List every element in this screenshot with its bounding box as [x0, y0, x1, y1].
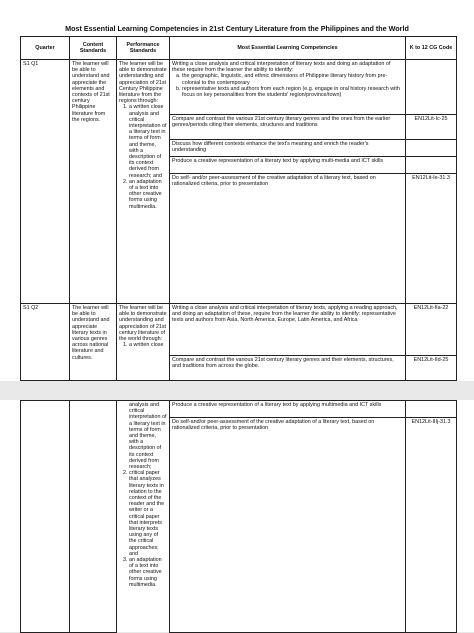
melc-cell: Produce a creative representation of a literary text by applying multimedia and ICT skills [170, 401, 406, 418]
melc-cell: Discuss how different contexts enhance the text's meaning and enrich the reader's understanding [170, 140, 406, 157]
performance-intro: The learner will be able to demonstrate understanding and appreciation of 21st century literature of the world through: [119, 305, 167, 343]
performance-continued: analysis and critical interpretation of a literary text in terms of form and theme, with a description of its context derived from research; [129, 402, 167, 471]
performance-standard-cell [117, 60, 170, 304]
document-page-2 [0, 400, 474, 632]
table-header-row [21, 37, 457, 60]
performance-standard-cell [117, 304, 170, 381]
header-melc: Most Essential Learning Competencies [170, 37, 406, 60]
performance-list [119, 470, 167, 588]
melc-cell: Do self-and/or peer-assessment of the creative adaptation of a literary text, based on rationalized criteria, prior to presentation [170, 418, 406, 633]
melc-cell: Do self- and/or peer-assessment of the creative adaptation of a literary text, based on rationalized criteria, prior to presentation [170, 174, 406, 304]
content-standard-cell [70, 401, 117, 633]
code-cell: EN12Lit-Ie-31.3 [406, 174, 457, 304]
list-item: 1. a written close [129, 342, 167, 348]
melc-cell: Produce a creative representation of a literary text by applying multi-media and ICT skills [170, 157, 406, 174]
header-content-standards: Content Standards [70, 37, 117, 60]
melc-cell: Compare and contrast the various 21st century literary genres and the ones from the earlier genres/periods citing their elements, structures and traditions [170, 115, 406, 140]
code-cell: EN12Lit-IIa-22 [406, 304, 457, 356]
header-performance-standards: Performance Standards [117, 37, 170, 60]
code-cell: EN12Lit-IIIj-31.3 [406, 418, 457, 633]
list-item: 2. critical paper that analyzes literary texts in relation to the context of the reader and the writer or a critical paper that interprets literary texts using any of the critical approaches; and [129, 470, 167, 557]
melc-sublist [172, 73, 403, 98]
performance-standard-cell [117, 401, 170, 633]
header-cg-code: K to 12 CG Code [406, 37, 457, 60]
performance-list [119, 342, 167, 348]
code-cell: EN12Lit-Ic-25 [406, 115, 457, 140]
code-cell [406, 140, 457, 157]
list-item: b. representative texts and authors from each region (e.g. engage in oral history research with focus on key personalities from the students' region/province/town) [182, 86, 403, 98]
code-cell [406, 60, 457, 115]
document-title: Most Essential Learning Competencies in 21st Century Literature from the Philippines and the World [65, 24, 409, 33]
table-row [21, 304, 457, 356]
header-quarter: Quarter [21, 37, 70, 60]
list-item: 1. a written close analysis and critical interpretation of a literary text in terms of form and theme, with a description of its context derived from research; and [129, 104, 167, 178]
list-item: 2. an adaptation of a text into other creative forms using multimedia. [129, 179, 167, 210]
table-row [21, 401, 457, 418]
list-item: 3. an adaptation of a text into other creative forms using multimedia. [129, 557, 167, 588]
melc-cell [170, 60, 406, 115]
melc-table [20, 36, 457, 381]
performance-list [119, 104, 167, 209]
quarter-cell: S1 Q1 [21, 60, 70, 304]
content-standard-cell: The learner will be able to understand and appreciate literary texts in various genres across national literature and cultures. [70, 304, 117, 381]
content-standard-cell: The learner will be able to understand and appreciate the elements and contexts of 21st century Philippine literature from the regions. [70, 60, 117, 304]
melc-table-continued [20, 400, 457, 633]
code-cell [406, 157, 457, 174]
quarter-cell [21, 401, 70, 633]
code-cell [406, 401, 457, 418]
melc-cell: Writing a close analysis and critical interpretation of literary texts, applying a reading approach, and doing an adaptation of these, require from the learner the ability to identify: representative texts and authors from Asia, North America, Europe, Latin America, and Africa [170, 304, 406, 356]
quarter-cell: S1 Q2 [21, 304, 70, 381]
melc-cell: Compare and contrast the various 21st century literary genres and their elements, structures, and traditions from across the globe. [170, 356, 406, 381]
table-row [21, 60, 457, 115]
code-cell: EN12Lit-IId-25 [406, 356, 457, 381]
list-item: a. the geographic, linguistic, and ethnic dimensions of Philippine literary history from pre-colonial to the contemporary [182, 73, 403, 85]
performance-intro: The learner will be able to demonstrate understanding and appreciation of 21st Century Philippine literature from the regions through: [119, 61, 167, 105]
melc-intro: Writing a close analysis and critical interpretation of literary texts and doing an adaptation of these require from the learner the ability to identify: [172, 61, 391, 74]
